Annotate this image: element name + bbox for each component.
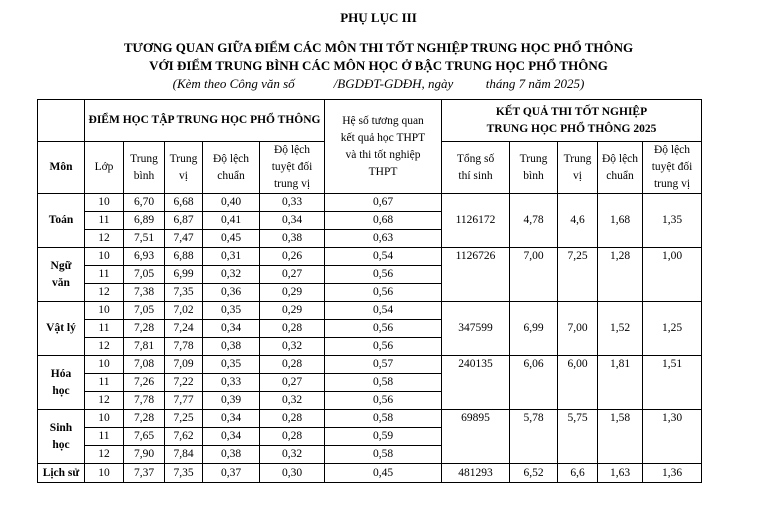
cell-corr: 0,54 xyxy=(325,302,442,320)
col-mean: Trung bình xyxy=(124,142,165,194)
cell-median: 7,24 xyxy=(165,320,203,338)
exam-mad: 1,51 xyxy=(643,356,702,410)
cell-median: 7,02 xyxy=(165,302,203,320)
exam-total: 69895 xyxy=(442,410,510,464)
subtitle-part-3: tháng 7 năm 2025) xyxy=(485,76,585,91)
cell-median: 7,84 xyxy=(165,446,203,464)
exam-mean: 6,06 xyxy=(510,356,558,410)
cell-grade: 10 xyxy=(85,248,124,266)
col-std-dev: Độ lệch chuẩn xyxy=(203,142,260,194)
cell-mean: 7,81 xyxy=(124,338,165,356)
col-exam-std-dev: Độ lệch chuẩn xyxy=(598,142,643,194)
cell-mad: 0,28 xyxy=(260,356,325,374)
cell-sd: 0,34 xyxy=(203,428,260,446)
col-total-candidates: Tổng số thí sinh xyxy=(442,142,510,194)
subtitle xyxy=(0,75,757,92)
header-school-scores: ĐIỂM HỌC TẬP TRUNG HỌC PHỔ THÔNG xyxy=(85,100,325,142)
cell-mad: 0,28 xyxy=(260,428,325,446)
cell-grade: 10 xyxy=(85,194,124,212)
header-exam-l2: TRUNG HỌC PHỔ THÔNG 2025 xyxy=(486,122,657,135)
exam-median: 6,00 xyxy=(558,356,598,410)
cell-sd: 0,38 xyxy=(203,446,260,464)
col-median: Trung vị xyxy=(165,142,203,194)
cell-mean: 7,78 xyxy=(124,392,165,410)
cell-mad: 0,28 xyxy=(260,410,325,428)
cell-grade: 12 xyxy=(85,284,124,302)
cell-mad: 0,30 xyxy=(260,464,325,483)
cell-corr: 0,56 xyxy=(325,320,442,338)
cell-mean: 7,28 xyxy=(124,410,165,428)
cell-corr: 0,57 xyxy=(325,356,442,374)
exam-median: 7,25 xyxy=(558,248,598,302)
cell-median: 6,68 xyxy=(165,194,203,212)
cell-mean: 7,65 xyxy=(124,428,165,446)
cell-grade: 12 xyxy=(85,392,124,410)
cell-mean: 7,51 xyxy=(124,230,165,248)
header-correlation-l4: THPT xyxy=(368,165,398,178)
cell-mean: 7,08 xyxy=(124,356,165,374)
cell-sd: 0,37 xyxy=(203,464,260,483)
cell-sd: 0,32 xyxy=(203,266,260,284)
cell-median: 7,22 xyxy=(165,374,203,392)
cell-sd: 0,31 xyxy=(203,248,260,266)
cell-mad: 0,29 xyxy=(260,302,325,320)
exam-mad: 1,36 xyxy=(643,464,702,483)
exam-mad: 1,35 xyxy=(643,194,702,248)
exam-mean: 4,78 xyxy=(510,194,558,248)
cell-median: 7,62 xyxy=(165,428,203,446)
cell-corr: 0,56 xyxy=(325,284,442,302)
cell-median: 6,88 xyxy=(165,248,203,266)
cell-mean: 7,05 xyxy=(124,302,165,320)
exam-mad: 1,30 xyxy=(643,410,702,464)
cell-grade: 11 xyxy=(85,212,124,230)
cell-corr: 0,59 xyxy=(325,428,442,446)
cell-mad: 0,27 xyxy=(260,266,325,284)
cell-corr: 0,45 xyxy=(325,464,442,483)
cell-corr: 0,63 xyxy=(325,230,442,248)
cell-sd: 0,34 xyxy=(203,320,260,338)
cell-grade: 10 xyxy=(85,302,124,320)
cell-corr: 0,67 xyxy=(325,194,442,212)
subject-name: Hóa học xyxy=(38,356,85,410)
exam-total: 481293 xyxy=(442,464,510,483)
cell-mean: 7,26 xyxy=(124,374,165,392)
cell-mad: 0,32 xyxy=(260,338,325,356)
appendix-label: PHỤ LỤC III xyxy=(340,10,417,25)
cell-corr: 0,56 xyxy=(325,392,442,410)
cell-corr: 0,56 xyxy=(325,338,442,356)
cell-sd: 0,35 xyxy=(203,356,260,374)
exam-mad: 1,25 xyxy=(643,302,702,356)
header-correlation xyxy=(325,100,442,194)
exam-mean: 6,99 xyxy=(510,302,558,356)
subject-name: Lịch sử xyxy=(38,464,85,483)
subject-name: Sinh học xyxy=(38,410,85,464)
exam-total: 1126172 xyxy=(442,194,510,248)
cell-mad: 0,34 xyxy=(260,212,325,230)
exam-total: 347599 xyxy=(442,302,510,356)
table-row xyxy=(38,356,702,374)
cell-sd: 0,39 xyxy=(203,392,260,410)
cell-corr: 0,58 xyxy=(325,374,442,392)
exam-median: 4,6 xyxy=(558,194,598,248)
cell-sd: 0,45 xyxy=(203,230,260,248)
cell-grade: 11 xyxy=(85,320,124,338)
cell-median: 7,77 xyxy=(165,392,203,410)
cell-corr: 0,58 xyxy=(325,410,442,428)
cell-mean: 7,05 xyxy=(124,266,165,284)
header-exam-l1: KẾT QUẢ THI TỐT NGHIỆP xyxy=(495,105,648,118)
subtitle-part-2: /BGDĐT-GDĐH, ngày xyxy=(333,76,454,91)
cell-mean: 7,90 xyxy=(124,446,165,464)
header-exam-results xyxy=(442,100,702,142)
cell-mean: 6,89 xyxy=(124,212,165,230)
cell-corr: 0,58 xyxy=(325,446,442,464)
col-mad: Độ lệch tuyệt đối trung vị xyxy=(260,142,325,194)
col-grade: Lớp xyxy=(85,142,124,194)
cell-corr: 0,54 xyxy=(325,248,442,266)
exam-mean: 5,78 xyxy=(510,410,558,464)
cell-grade: 11 xyxy=(85,428,124,446)
col-exam-mean: Trung bình xyxy=(510,142,558,194)
table-row xyxy=(38,248,702,266)
cell-mean: 7,28 xyxy=(124,320,165,338)
cell-grade: 11 xyxy=(85,374,124,392)
correlation-table xyxy=(37,99,702,483)
cell-grade: 12 xyxy=(85,446,124,464)
cell-sd: 0,38 xyxy=(203,338,260,356)
header-correlation-l3: và thi tốt nghiệp xyxy=(345,148,421,161)
cell-median: 7,78 xyxy=(165,338,203,356)
title-line-2: VỚI ĐIỂM TRUNG BÌNH CÁC MÔN HỌC Ở BẬC TRUNG HỌC PHỔ THÔNG xyxy=(149,58,608,73)
cell-median: 7,47 xyxy=(165,230,203,248)
cell-mad: 0,28 xyxy=(260,320,325,338)
exam-sd: 1,63 xyxy=(598,464,643,483)
subtitle-part-1: (Kèm theo Công văn số xyxy=(172,76,295,91)
cell-mean: 7,38 xyxy=(124,284,165,302)
header-correlation-l2: kết quả học THPT xyxy=(340,131,426,144)
cell-sd: 0,35 xyxy=(203,302,260,320)
table-row xyxy=(38,464,702,483)
cell-median: 6,87 xyxy=(165,212,203,230)
cell-mad: 0,32 xyxy=(260,392,325,410)
subject-name: Ngữ văn xyxy=(38,248,85,302)
cell-grade: 12 xyxy=(85,338,124,356)
col-subject: Môn xyxy=(38,142,85,194)
exam-sd: 1,52 xyxy=(598,302,643,356)
subject-name: Vật lý xyxy=(38,302,85,356)
cell-sd: 0,36 xyxy=(203,284,260,302)
exam-total: 240135 xyxy=(442,356,510,410)
cell-mad: 0,27 xyxy=(260,374,325,392)
exam-median: 7,00 xyxy=(558,302,598,356)
table-row xyxy=(38,194,702,212)
cell-mean: 7,37 xyxy=(124,464,165,483)
cell-grade: 10 xyxy=(85,410,124,428)
cell-mad: 0,33 xyxy=(260,194,325,212)
col-exam-mad: Độ lệch tuyệt đối trung vị xyxy=(643,142,702,194)
exam-sd: 1,68 xyxy=(598,194,643,248)
col-exam-median: Trung vị xyxy=(558,142,598,194)
cell-grade: 10 xyxy=(85,356,124,374)
exam-median: 5,75 xyxy=(558,410,598,464)
exam-mean: 7,00 xyxy=(510,248,558,302)
exam-sd: 1,28 xyxy=(598,248,643,302)
cell-median: 7,25 xyxy=(165,410,203,428)
subject-name: Toán xyxy=(38,194,85,248)
cell-sd: 0,33 xyxy=(203,374,260,392)
cell-grade: 10 xyxy=(85,464,124,483)
exam-sd: 1,58 xyxy=(598,410,643,464)
exam-median: 6,6 xyxy=(558,464,598,483)
exam-total: 1126726 xyxy=(442,248,510,302)
cell-median: 7,09 xyxy=(165,356,203,374)
cell-sd: 0,40 xyxy=(203,194,260,212)
cell-mad: 0,29 xyxy=(260,284,325,302)
header-empty-subject xyxy=(38,100,85,142)
cell-median: 6,99 xyxy=(165,266,203,284)
cell-mad: 0,38 xyxy=(260,230,325,248)
cell-mean: 6,70 xyxy=(124,194,165,212)
exam-mean: 6,52 xyxy=(510,464,558,483)
table-row xyxy=(38,302,702,320)
cell-sd: 0,34 xyxy=(203,410,260,428)
exam-sd: 1,81 xyxy=(598,356,643,410)
cell-grade: 12 xyxy=(85,230,124,248)
cell-mean: 6,93 xyxy=(124,248,165,266)
cell-mad: 0,32 xyxy=(260,446,325,464)
title-line-1: TƯƠNG QUAN GIỮA ĐIỂM CÁC MÔN THI TỐT NGHIỆP TRUNG HỌC PHỔ THÔNG xyxy=(123,40,634,55)
cell-corr: 0,56 xyxy=(325,266,442,284)
cell-grade: 11 xyxy=(85,266,124,284)
cell-corr: 0,68 xyxy=(325,212,442,230)
header-row-groups xyxy=(38,100,702,142)
cell-median: 7,35 xyxy=(165,284,203,302)
cell-median: 7,35 xyxy=(165,464,203,483)
header-correlation-l1: Hệ số tương quan xyxy=(342,114,424,127)
cell-sd: 0,41 xyxy=(203,212,260,230)
cell-mad: 0,26 xyxy=(260,248,325,266)
table-row xyxy=(38,410,702,428)
exam-mad: 1,00 xyxy=(643,248,702,302)
